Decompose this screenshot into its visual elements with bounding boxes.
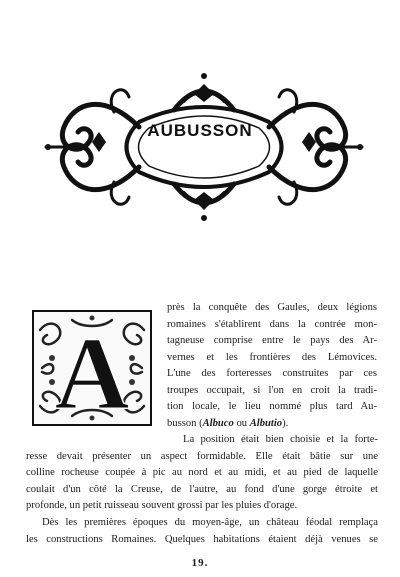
text-fragment: busson ( [167,417,203,429]
text-line: colline rocheuse coupée à pic au nord et au midi, et au pied de laquelle [26,467,378,478]
paragraph-3 [26,515,378,548]
text-line: profonde, un petit ruisseau souvent grossi par les pluies d'orage. [26,500,298,511]
text-line: près la conquête des Gaules, deux légions [167,302,377,313]
text-line: romaines s'établirent dans la contrée mon- [167,318,377,330]
paragraph-1 [167,300,377,432]
paragraph-2 [26,432,378,515]
latin-name: Albutio [249,417,283,429]
text-line [167,416,377,433]
text-line: coulait d'un côté la Creuse, de l'autre, au fond d'une gorge étroite et [26,483,378,495]
decorated-initial [32,310,152,426]
ornamental-cartouche [44,72,364,222]
chapter-title: AUBUSSON [147,121,253,140]
text-line: tion locale, le lieu nommé plus tard Au- [167,401,377,412]
text-line: L'une des forteresses construites par ces [167,368,377,379]
text-line: troupes occupait, si l'on en croit la tradi- [167,384,377,396]
text-fragment: ou [233,417,250,429]
text-line: Dès les premières époques du moyen-âge, un château féodal remplaça [42,517,378,528]
drop-cap-letter: A [54,316,130,426]
text-line: La position était bien choisie et la forte- [183,434,378,445]
text-fragment: ). [282,417,289,429]
text-line: vernes et les frontières des Lémovices. [167,351,377,363]
text-line: resse devait présenter un aspect formidable. Elle était bâtie sur une [26,450,378,462]
text-line: les constructions Romaines. Quelques habitations étaient déjà venues se [26,533,378,545]
latin-name: Albuco [202,417,234,429]
page-number: 19. [191,557,209,569]
text-line: tagneuse comprise entre le pays des Ar- [167,335,377,346]
